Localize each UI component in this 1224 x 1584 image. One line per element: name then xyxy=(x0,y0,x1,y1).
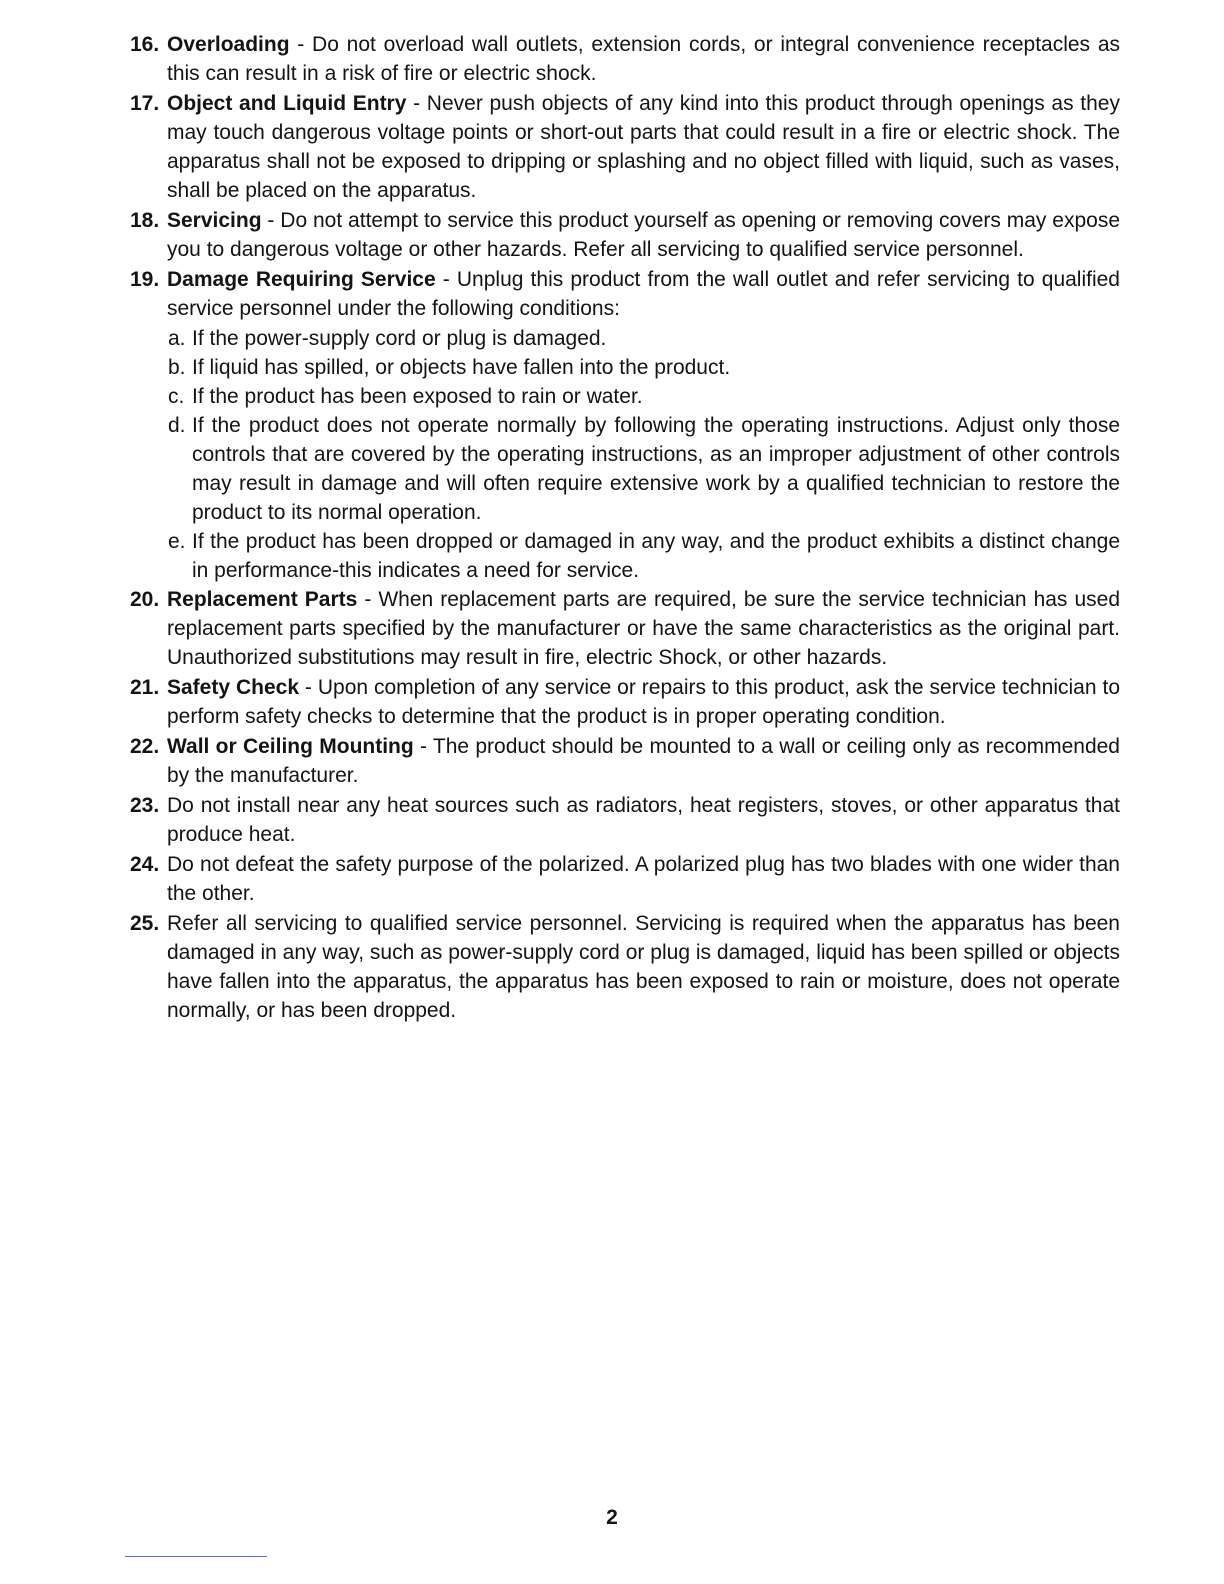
condition-text: If the product has been exposed to rain or water. xyxy=(192,385,643,408)
instruction-item-17 xyxy=(130,89,1120,205)
item-title: Servicing xyxy=(167,209,262,232)
condition-letter: c. xyxy=(168,385,185,408)
condition-item-c xyxy=(130,382,1120,411)
item-number: 23. xyxy=(130,794,160,817)
condition-letter: a. xyxy=(168,327,186,350)
item-number: 17. xyxy=(130,92,160,115)
instruction-item-18 xyxy=(130,206,1120,264)
condition-item-e xyxy=(130,527,1120,585)
item-title: Replacement Parts xyxy=(167,588,358,611)
instruction-item-19 xyxy=(130,265,1120,323)
instruction-item-21 xyxy=(130,673,1120,731)
item-title: Object and Liquid Entry xyxy=(167,92,407,115)
condition-text: If the power-supply cord or plug is damaged. xyxy=(192,327,607,350)
safety-instructions-list xyxy=(130,30,1120,1026)
instruction-item-20 xyxy=(130,585,1120,672)
item-number: 24. xyxy=(130,853,160,876)
instruction-item-23 xyxy=(130,791,1120,849)
page-number: 2 xyxy=(606,1506,618,1529)
instruction-item-24 xyxy=(130,850,1120,908)
item-title: Overloading xyxy=(167,33,290,56)
item-text: - The product should be mounted to a wall or ceiling only as recommended by the manufacturer. xyxy=(167,735,1120,787)
condition-item-b xyxy=(130,353,1120,382)
item-text: - Never push objects of any kind into this product through openings as they may touch dangerous voltage points or short-out parts that could result in a fire or electric shock. The apparatus shall not be exposed to dripping or splashing and no object filled with liquid, such as vases, shall be placed on the apparatus. xyxy=(167,92,1120,202)
item-text: - Upon completion of any service or repairs to this product, ask the service technician to perform safety checks to determine that the product is in proper operating condition. xyxy=(167,676,1120,728)
condition-letter: b. xyxy=(168,356,186,379)
condition-letter: e. xyxy=(168,530,186,553)
item-number: 16. xyxy=(130,33,160,56)
condition-text: If liquid has spilled, or objects have fallen into the product. xyxy=(192,356,731,379)
item-number: 19. xyxy=(130,268,160,291)
instruction-item-25 xyxy=(130,909,1120,1025)
condition-text: If the product has been dropped or damaged in any way, and the product exhibits a distinct change in performance-this indicates a need for service. xyxy=(192,530,1120,582)
item-text: - Unplug this product from the wall outlet and refer servicing to qualified service personnel under the following conditions: xyxy=(167,268,1120,320)
item-number: 21. xyxy=(130,676,160,699)
item-title: Wall or Ceiling Mounting xyxy=(167,735,414,758)
item-text: - When replacement parts are required, be sure the service technician has used replacement parts specified by the manufacturer or have the same characteristics as the original part. Unauthorized substitutions may result in fire, electric Shock, or other hazards. xyxy=(167,588,1120,669)
item-number: 18. xyxy=(130,209,160,232)
item-number: 22. xyxy=(130,735,160,758)
instruction-item-22 xyxy=(130,732,1120,790)
item-title: Damage Requiring Service xyxy=(167,268,436,291)
condition-item-d xyxy=(130,411,1120,527)
item-text: Do not install near any heat sources such as radiators, heat registers, stoves, or other apparatus that produce heat. xyxy=(167,794,1120,846)
item-number: 20. xyxy=(130,588,160,611)
item-title: Safety Check xyxy=(167,676,299,699)
footer-rule xyxy=(125,1556,267,1557)
item-text: - Do not overload wall outlets, extension cords, or integral convenience receptacles as this can result in a risk of fire or electric shock. xyxy=(167,33,1120,85)
item-text: Do not defeat the safety purpose of the polarized. A polarized plug has two blades with one wider than the other. xyxy=(167,853,1120,905)
instruction-item-16 xyxy=(130,30,1120,88)
condition-letter: d. xyxy=(168,414,186,437)
item-text: Refer all servicing to qualified service personnel. Servicing is required when the apparatus has been damaged in any way, such as power-supply cord or plug is damaged, liquid has been spilled or objects have fallen into the apparatus, the apparatus has been exposed to rain or moisture, does not operate normally, or has been dropped. xyxy=(167,912,1120,1022)
item-number: 25. xyxy=(130,912,160,935)
item-text: - Do not attempt to service this product yourself as opening or removing covers may expose you to dangerous voltage or other hazards. Refer all servicing to qualified service personnel. xyxy=(167,209,1120,261)
condition-item-a xyxy=(130,324,1120,353)
condition-text: If the product does not operate normally by following the operating instructions. Adjust only those controls that are covered by the operating instructions, as an improper adjustment of other controls may result in damage and will often require extensive work by a qualified technician to restore the product to its normal operation. xyxy=(192,414,1120,524)
